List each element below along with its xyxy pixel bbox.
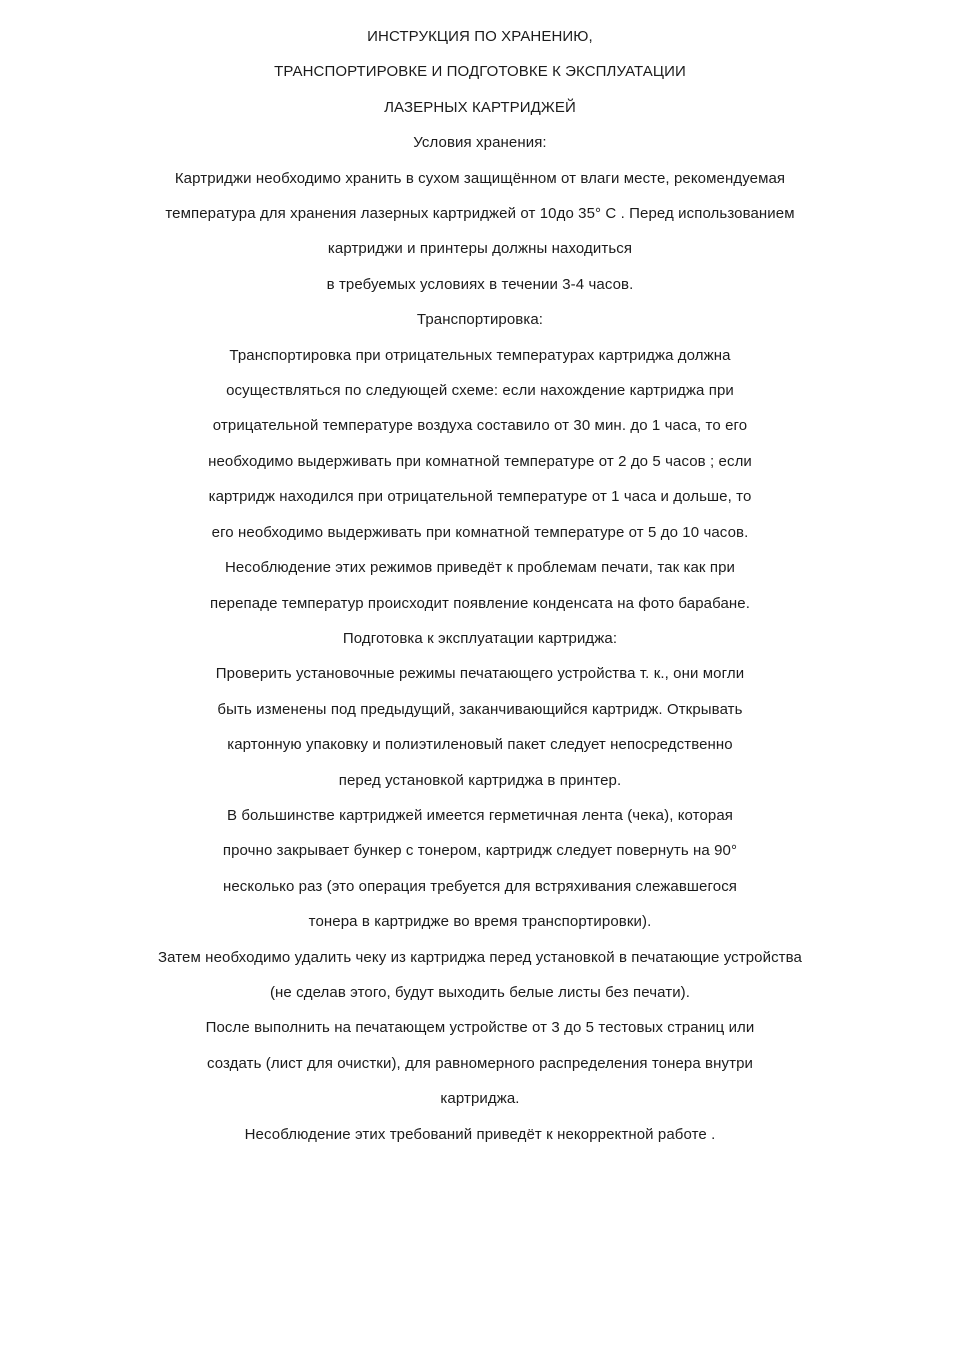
text-line: перепаде температур происходит появление конденсата на фото барабане. — [210, 594, 750, 612]
text-line: перед установкой картриджа в принтер. — [338, 771, 622, 789]
text-line: Затем необходимо удалить чеку из картриджа перед установкой в печатающие устройства — [157, 948, 802, 966]
text-line: картридж находился при отрицательной температуре от 1 часа и дольше, то — [208, 488, 752, 506]
section-heading: Транспортировка: — [416, 311, 544, 329]
text-line: прочно закрывает бункер с тонером, картридж следует повернуть на 90° — [222, 842, 738, 860]
text-line: несколько раз (это операция требуется для встряхивания слежавшегося — [222, 877, 738, 895]
text-line: После выполнить на печатающем устройстве от 3 до 5 тестовых страниц или — [205, 1019, 755, 1037]
text-line: картонную упаковку и полиэтиленовый пакет следует непосредственно — [227, 736, 733, 754]
text-line: Проверить установочные режимы печатающего устройства т. к., они могли — [215, 665, 745, 683]
text-line: быть изменены под предыдущий, заканчивающийся картридж. Открывать — [217, 700, 743, 718]
text-line: В большинстве картриджей имеется герметичная лента (чека), которая — [226, 806, 734, 824]
text-line: Несоблюдение этих режимов приведёт к проблемам печати, так как при — [224, 559, 736, 577]
section-heading: Подготовка к эксплуатации картриджа: — [342, 629, 618, 647]
text-line: необходимо выдерживать при комнатной температуре от 2 до 5 часов ; если — [208, 452, 752, 470]
title-line: ИНСТРУКЦИЯ ПО ХРАНЕНИЮ, — [367, 28, 593, 45]
text-line: (не сделав этого, будут выходить белые листы без печати). — [269, 983, 691, 1001]
section-heading: Условия хранения: — [413, 134, 547, 152]
text-line: создать (лист для очистки), для равномерного распределения тонера внутри — [206, 1054, 754, 1072]
text-line: в требуемых условиях в течении 3-4 часов. — [326, 275, 634, 293]
title-line: ЛАЗЕРНЫХ КАРТРИДЖЕЙ — [384, 98, 576, 116]
text-line: температура для хранения лазерных картриджей от 10до 35° С . Перед использованием — [165, 205, 795, 223]
text-line: его необходимо выдерживать при комнатной температуре от 5 до 10 часов. — [211, 523, 749, 541]
text-line: Транспортировка при отрицательных температурах картриджа должна — [229, 346, 731, 364]
text-line: картриджа. — [440, 1090, 520, 1108]
text-line: осуществляться по следующей схеме: если нахождение картриджа при — [226, 382, 734, 400]
text-line: картриджи и принтеры должны находиться — [327, 240, 633, 258]
text-line: отрицательной температуре воздуха составило от 30 мин. до 1 часа, то его — [212, 417, 748, 435]
text-line: Несоблюдение этих требований приведёт к некорректной работе . — [244, 1125, 716, 1143]
title-line: ТРАНСПОРТИРОВКЕ И ПОДГОТОВКЕ К ЭКСПЛУАТАЦИИ — [274, 63, 686, 81]
text-line: тонера в картридже во время транспортировки). — [308, 913, 652, 931]
text-line: Картриджи необходимо хранить в сухом защищённом от влаги месте, рекомендуемая — [174, 169, 786, 187]
